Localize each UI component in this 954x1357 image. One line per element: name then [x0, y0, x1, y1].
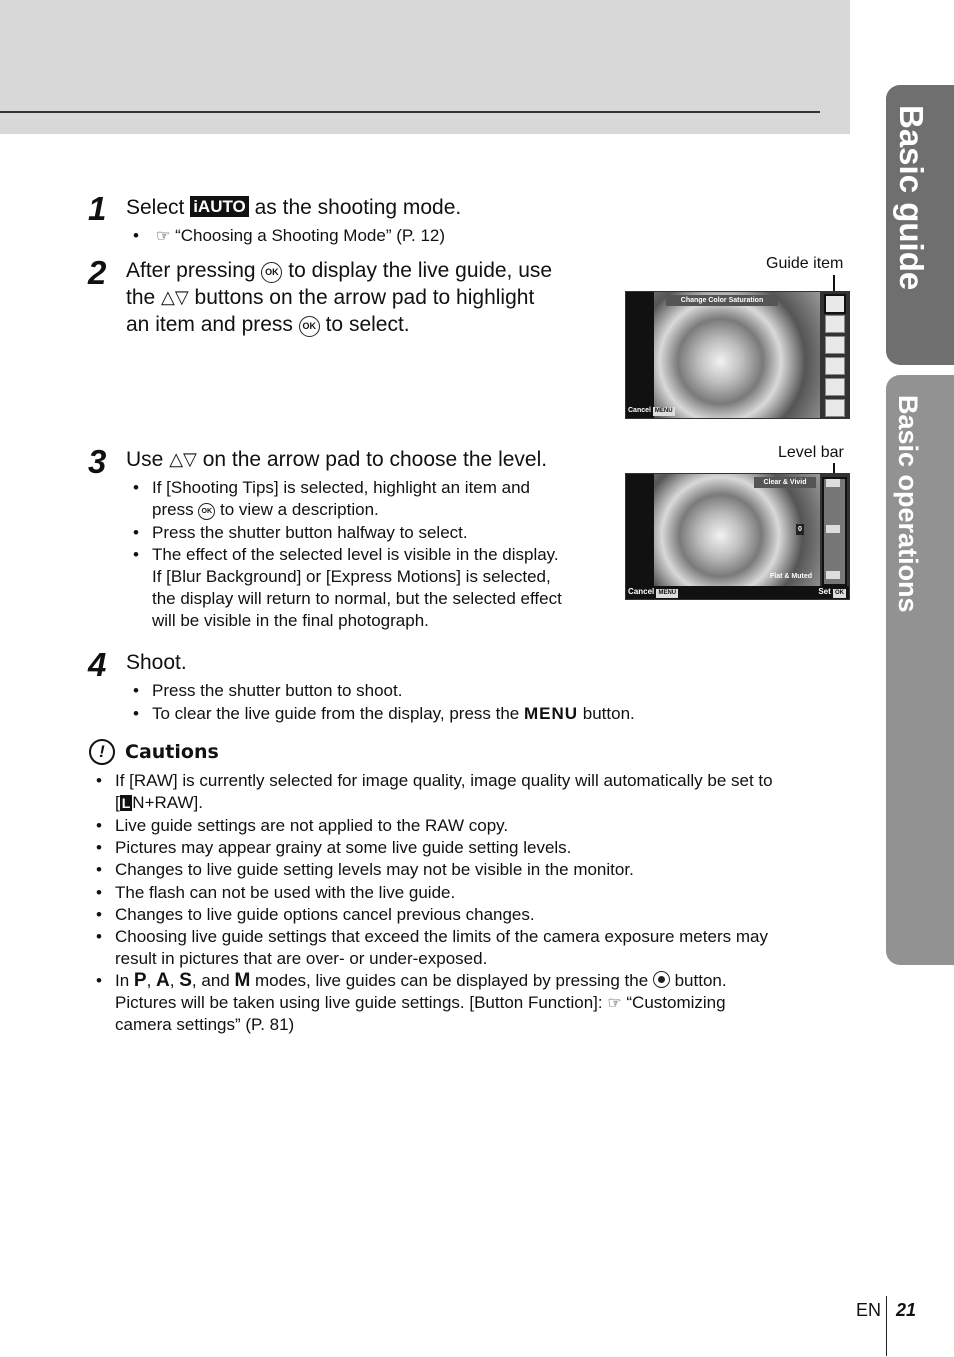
header-band: [0, 0, 850, 134]
step-1-bullet: ☞ “Choosing a Shooting Mode” (P. 12): [156, 225, 445, 248]
camera-screen-guide: [625, 291, 850, 419]
reference-icon: ☞: [607, 995, 622, 1012]
step-3-bullet-3a: The effect of the selected level is visible in the display.: [152, 545, 559, 564]
mode-a-icon: A: [156, 970, 170, 991]
mode-p-icon: P: [133, 970, 147, 991]
large-size-icon: L: [121, 795, 131, 811]
guide-banner: Change Color Saturation: [666, 295, 778, 306]
level-top-label: Clear & Vivid: [754, 477, 816, 488]
caution-5: The flash can not be used with the live guide.: [115, 883, 456, 902]
tab-basic-guide[interactable]: [886, 85, 954, 365]
step-3-number: 3: [88, 443, 107, 480]
level-marker-mid: [826, 525, 840, 533]
cancel-label: Cancel MENU: [628, 407, 673, 414]
level-bottom-label: Flat & Muted: [770, 573, 812, 580]
caution-6: Changes to live guide options cancel previous changes.: [115, 905, 535, 924]
reference-icon: ☞: [156, 228, 171, 245]
express-motions-icon: [825, 378, 845, 396]
step-2-number: 2: [88, 254, 107, 291]
step-3-bullet-3c: the display will return to normal, but the selected effect: [152, 589, 562, 608]
caution-1a: If [RAW] is currently selected for image quality, image quality will automatically be set to: [115, 771, 773, 790]
level-bar-callout: Level bar: [778, 444, 844, 461]
guide-item-callout: Guide item: [766, 255, 844, 272]
caution-8b: Pictures will be taken using live guide settings. [Button Function]: ☞ “Customizing: [115, 992, 726, 1015]
level-marker-top: [826, 479, 840, 487]
step-3-bullet-1b: press OK to view a description.: [152, 500, 379, 519]
up-down-arrow-icon: △▽: [169, 449, 197, 469]
callout-line: [833, 275, 835, 291]
caution-1b: [ L N+RAW].: [115, 793, 203, 812]
ok-button-icon: OK: [261, 262, 282, 283]
caution-8c: camera settings” (P. 81): [115, 1015, 295, 1034]
caution-8a: In P, A, S, and M modes, live guides can be displayed by pressing the button.: [115, 970, 727, 991]
up-down-arrow-icon: △▽: [161, 287, 189, 307]
cancel-label: Cancel MENU: [628, 587, 677, 596]
iauto-mode-icon: iAUTO: [190, 196, 249, 217]
step-1-number: 1: [88, 190, 107, 227]
color-image-icon: [825, 315, 845, 333]
caution-2: Live guide settings are not applied to the RAW copy.: [115, 816, 509, 835]
menu-button-label: MENU: [523, 704, 579, 723]
caution-icon: !: [89, 739, 115, 765]
cautions-title: Cautions: [125, 741, 219, 763]
brightness-icon: [825, 336, 845, 354]
ok-button-icon: OK: [198, 503, 215, 520]
mode-m-icon: M: [234, 970, 251, 991]
step-4-bullet-1: Press the shutter button to shoot.: [152, 681, 403, 700]
tab-basic-operations[interactable]: [886, 375, 954, 965]
step-2-line-1: After pressing OK to display the live guide, use: [126, 259, 553, 282]
step-3-bullet-2: Press the shutter button halfway to select.: [152, 523, 468, 542]
caution-3: Pictures may appear grainy at some live guide setting levels.: [115, 838, 572, 857]
step-3-bullet-1a: If [Shooting Tips] is selected, highlight an item and: [152, 478, 531, 497]
level-marker-bottom: [826, 571, 840, 579]
flower-photo: [654, 292, 820, 418]
step-4-title: Shoot.: [126, 651, 187, 674]
step-3-text: Use △▽ on the arrow pad to choose the level.: [126, 448, 548, 471]
caution-7b: result in pictures that are over- or under-exposed.: [115, 949, 488, 968]
color-saturation-icon: [824, 294, 846, 314]
live-guide-button-icon: [653, 971, 670, 988]
step-3-bullet-3b: If [Blur Background] or [Express Motions] is selected,: [152, 567, 551, 586]
mode-s-icon: S: [179, 970, 192, 991]
page-number: EN 21: [856, 1300, 917, 1320]
step-4-number: 4: [88, 646, 107, 683]
blur-background-icon: [825, 357, 845, 375]
camera-screen-level: [625, 473, 850, 600]
tab-basic-guide-label: Basic guide: [893, 105, 930, 291]
step-4-bullet-2: To clear the live guide from the display, press the MENU button.: [152, 704, 635, 723]
step-1-text: Select iAUTO as the shooting mode.: [126, 196, 462, 219]
caution-4: Changes to live guide setting levels may not be visible in the monitor.: [115, 860, 634, 879]
ok-button-icon: OK: [299, 316, 320, 337]
step-2-line-2: the △▽ buttons on the arrow pad to highlight: [126, 286, 535, 309]
caution-7a: Choosing live guide settings that exceed the limits of the camera exposure meters may: [115, 927, 768, 946]
shooting-tips-icon: [825, 399, 845, 417]
header-rule: [0, 111, 820, 113]
set-label: Set OK: [818, 587, 844, 596]
step-3-bullet-3d: will be visible in the final photograph.: [152, 611, 429, 630]
tab-basic-operations-label: Basic operations: [893, 395, 923, 613]
level-zero: 0: [796, 524, 804, 535]
step-2-line-3: an item and press OK to select.: [126, 313, 410, 336]
